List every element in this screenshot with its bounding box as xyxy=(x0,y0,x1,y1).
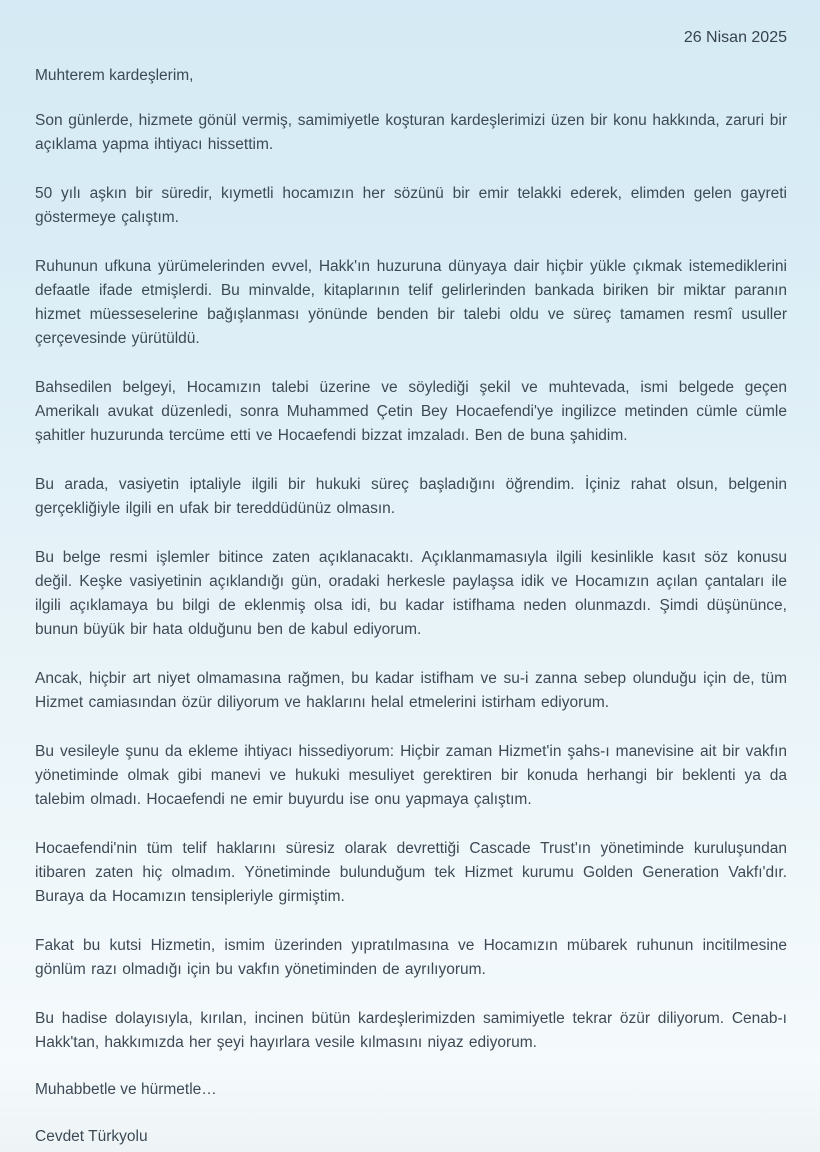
letter-paragraph: Bu arada, vasiyetin iptaliyle ilgili bir hukuki süreç başladığını öğrendim. İçiniz rahat olsun, belgenin gerçekliğiyle ilgili en ufak bir tereddüdünüz olmasın. xyxy=(35,476,787,517)
letter-salutation: Muhterem kardeşlerim, xyxy=(35,67,194,84)
letter-paragraph: Fakat bu kutsi Hizmetin, ismim üzerinden yıpratılmasına ve Hocamızın mübarek ruhunun incitilmesine gönlüm razı olmadığı için bu vakfın yönetiminden de ayrılıyorum. xyxy=(35,937,787,978)
letter-date: 26 Nisan 2025 xyxy=(683,29,787,46)
letter-paragraph: Bu hadise dolayısıyla, kırılan, incinen bütün kardeşlerimizden samimiyetle tekrar özür diliyorum. Cenab-ı Hakk'tan, hakkımızda her şeyi hayırlara vesile kılmasını niyaz ediyorum. xyxy=(35,1010,787,1051)
letter-paragraph: Hocaefendi'nin tüm telif haklarını süresiz olarak devrettiği Cascade Trust'ın yönetiminde kuruluşundan itibaren zaten hiç olmadım. Yönetiminde bulunduğum tek Hizmet kurumu Golden Generation Vakfı'dır. Buraya da Hocamızın tensipleriyle girmiştim. xyxy=(35,840,787,905)
letter-paragraph: Son günlerde, hizmete gönül vermiş, samimiyetle koşturan kardeşlerimizi üzen bir konu hakkında, zaruri bir açıklama yapma ihtiyacı hissettim. xyxy=(35,112,787,153)
letter-paragraph: Bu belge resmi işlemler bitince zaten açıklanacaktı. Açıklanmamasıyla ilgili kesinlikle kasıt söz konusu değil. Keşke vasiyetinin açıklandığı gün, oradaki herkesle paylaşsa idik ve Hocamızın açılan çantaları ile ilgili açıklamaya bu bilgi de eklenmiş olsa idi, bu kadar istifhama neden olunmazdı. Şimdi düşününce, bunun büyük bir hata olduğunu ben de kabul ediyorum. xyxy=(35,549,787,638)
letter-body xyxy=(35,109,787,1055)
letter-paragraph: Bahsedilen belgeyi, Hocamızın talebi üzerine ve söylediği şekil ve muhtevada, ismi belgede geçen Amerikalı avukat düzenledi, sonra Muhammed Çetin Bey Hocaefendi'ye ingilizce metinden cümle cümle şahitler huzurunda tercüme etti ve Hocaefendi bizzat imzaladı. Ben de buna şahidim. xyxy=(35,379,787,444)
letter-paragraph: Bu vesileyle şunu da ekleme ihtiyacı hissediyorum: Hiçbir zaman Hizmet'in şahs-ı manevisine ait bir vakfın yönetiminde olmak gibi manevi ve hukuki mesuliyet gerektiren bir konuda herhangi bir beklenti ya da talebim olmadı. Hocaefendi ne emir buyurdu ise onu yapmaya çalıştım. xyxy=(35,743,787,808)
letter-closing: Muhabbetle ve hürmetle… xyxy=(35,1081,217,1098)
letter-signature: Cevdet Türkyolu xyxy=(35,1128,148,1145)
letter-paragraph: Ruhunun ufkuna yürümelerinden evvel, Hakk'ın huzuruna dünyaya dair hiçbir yükle çıkmak istemediklerini defaatle ifade etmişlerdi. Bu minvalde, kitaplarının telif gelirlerinden bankada biriken bir miktar paranın hizmet müesseselerine bağışlanması yönünde benden bir talebi oldu ve süreç tamamen resmî usuller çerçevesinde yürütüldü. xyxy=(35,258,787,347)
letter-paragraph: Ancak, hiçbir art niyet olmamasına rağmen, bu kadar istifham ve su-i zanna sebep olunduğu için de, tüm Hizmet camiasından özür diliyorum ve haklarını helal etmelerini istirham ediyorum. xyxy=(35,670,787,711)
letter-paragraph: 50 yılı aşkın bir süredir, kıymetli hocamızın her sözünü bir emir telakki ederek, elimden gelen gayreti göstermeye çalıştım. xyxy=(35,185,787,226)
